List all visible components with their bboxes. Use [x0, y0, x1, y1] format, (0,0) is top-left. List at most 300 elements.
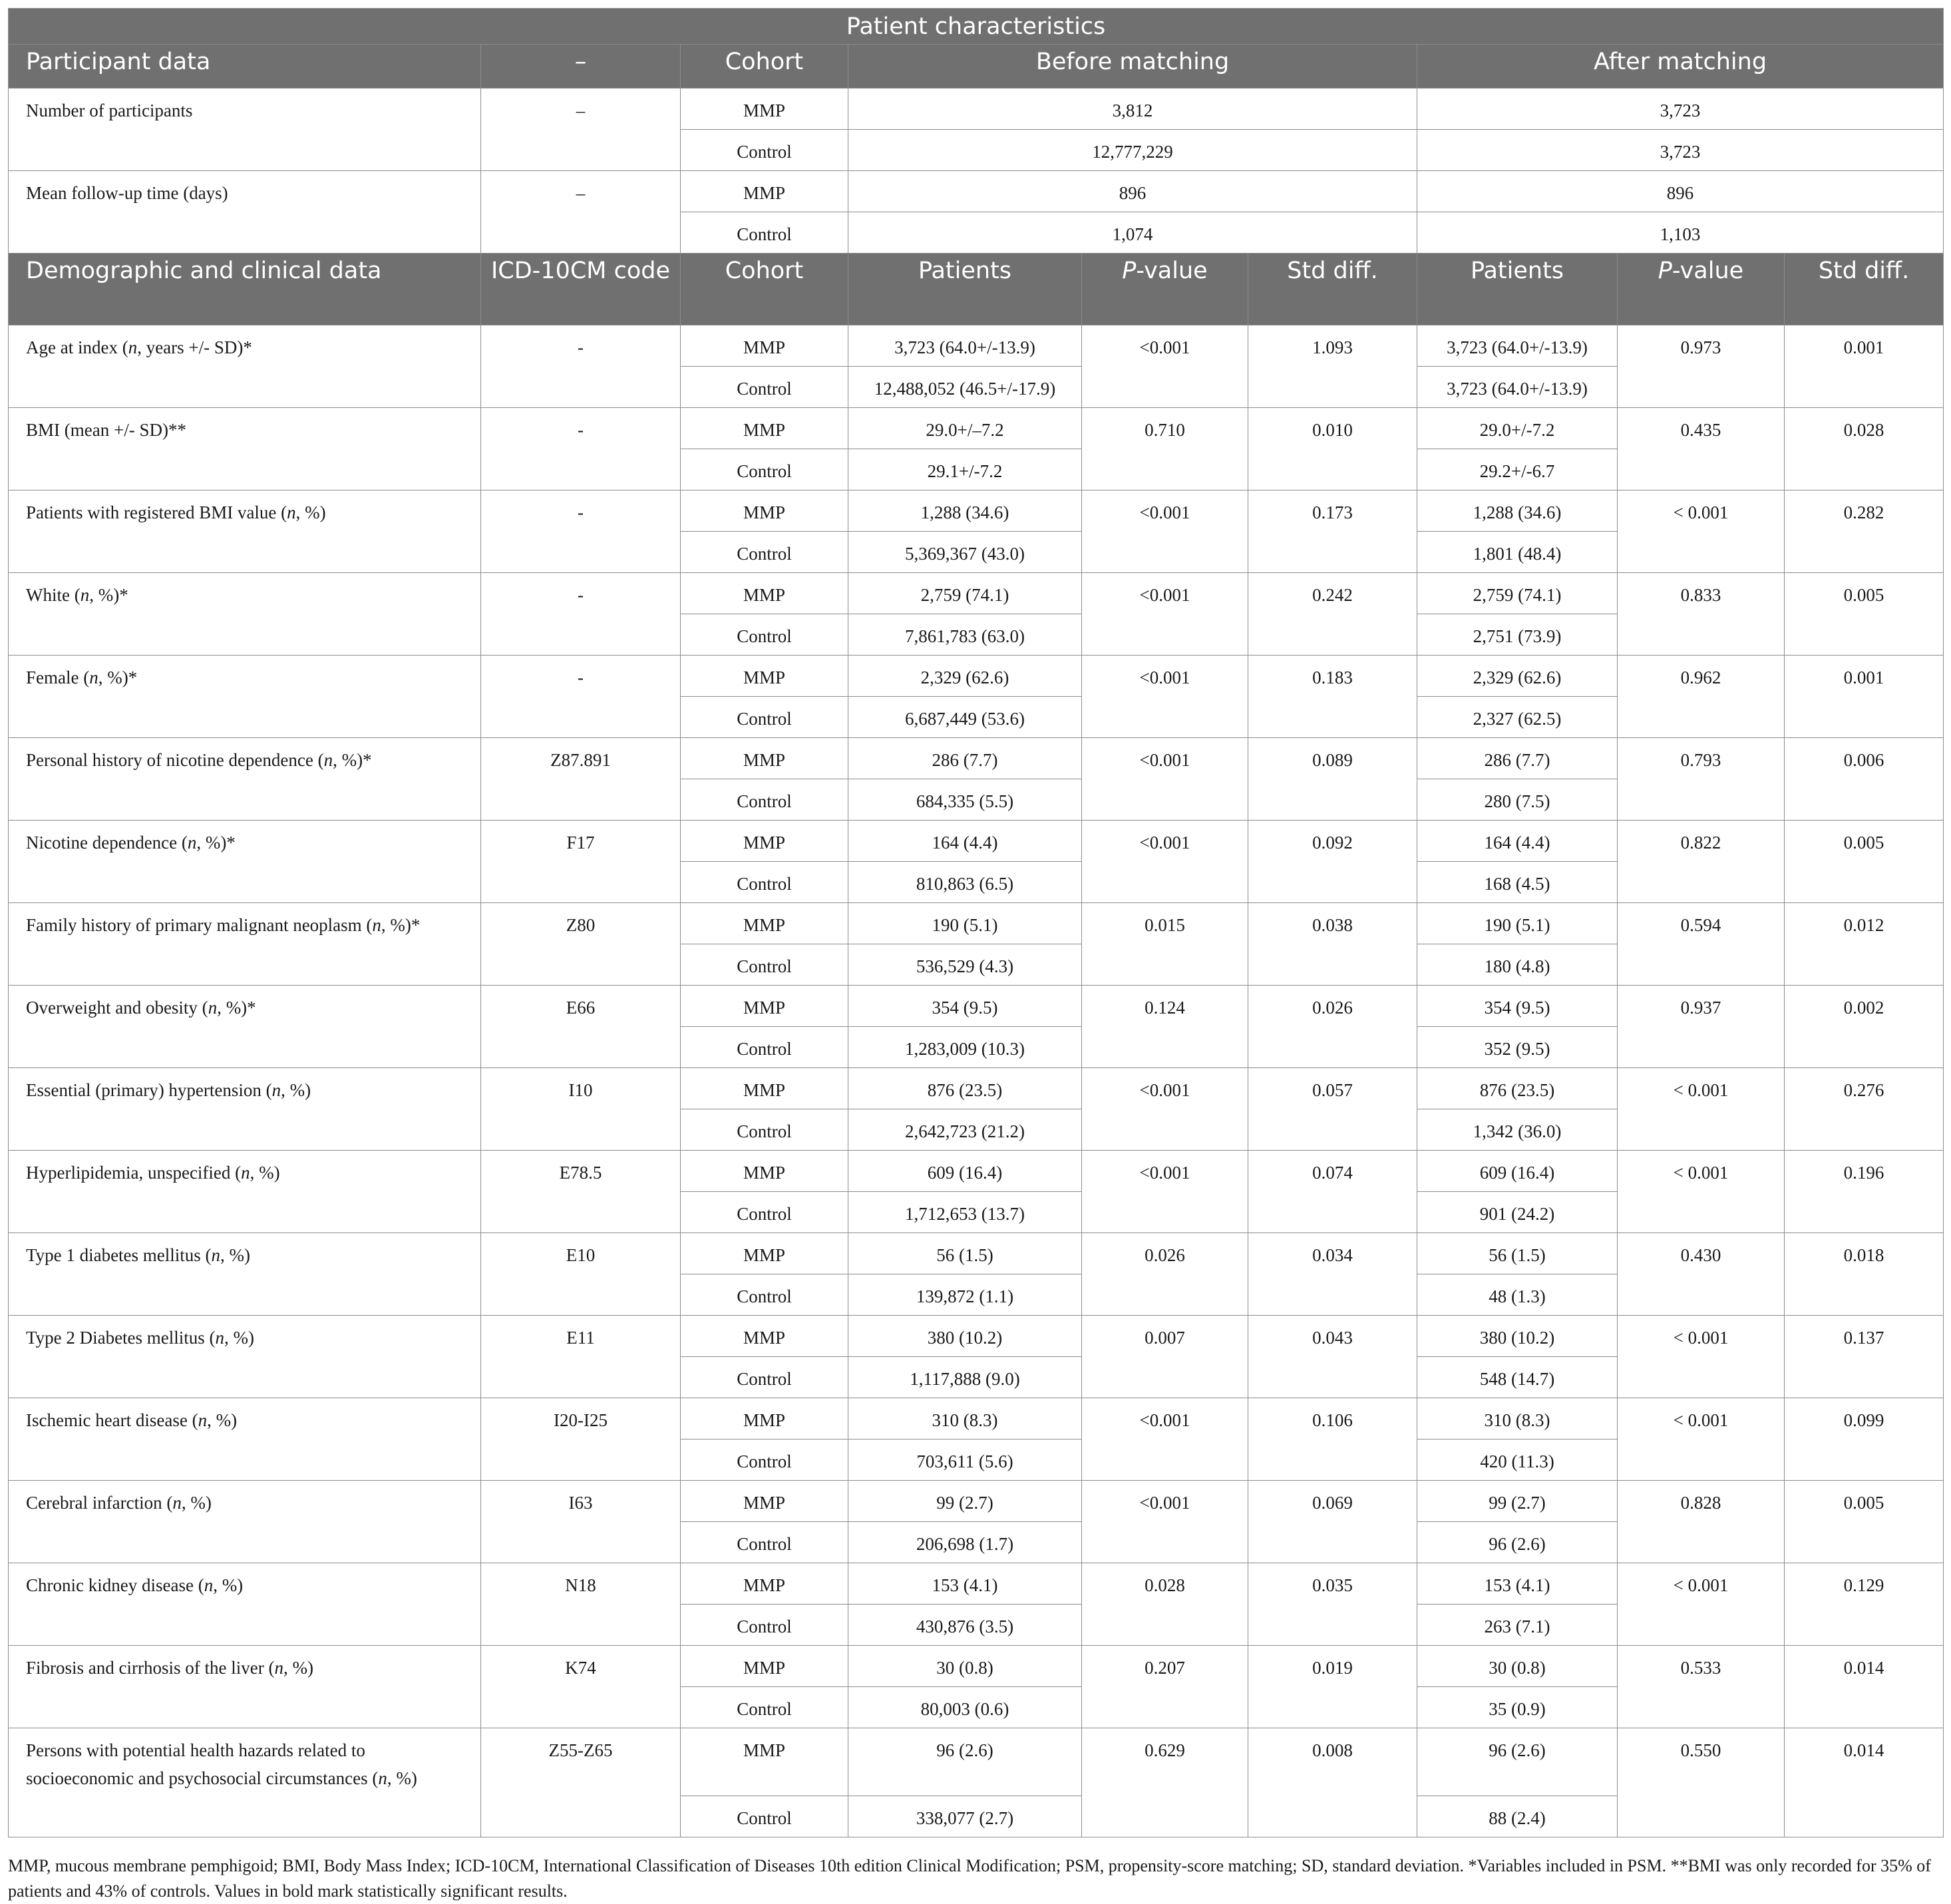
std-after: 0.001	[1785, 656, 1944, 738]
patients-after: 190 (5.1)	[1417, 903, 1618, 944]
patients-before: 1,288 (34.6)	[848, 490, 1082, 532]
row-label	[9, 738, 481, 821]
cohort-cell: MMP	[681, 1563, 848, 1605]
cohort-cell: Control	[681, 1192, 848, 1233]
patients-before: 1,117,888 (9.0)	[848, 1357, 1082, 1398]
std-after: 0.129	[1785, 1563, 1944, 1646]
pvalue-before: <0.001	[1082, 1398, 1248, 1481]
row-label	[9, 1398, 481, 1481]
table-row	[9, 1233, 1944, 1274]
cohort-cell: Control	[681, 532, 848, 573]
std-after: 0.099	[1785, 1398, 1944, 1481]
row-label-n: n	[208, 998, 218, 1018]
header-before-matching: Before matching	[848, 45, 1417, 89]
cohort-cell: Control	[681, 212, 848, 254]
row-label-text: Fibrosis and cirrhosis of the liver (	[26, 1658, 275, 1678]
std-after: 0.006	[1785, 738, 1944, 821]
row-label-n: n	[323, 750, 333, 770]
patients-before: 310 (8.3)	[848, 1398, 1082, 1439]
std-before: 0.057	[1248, 1068, 1417, 1151]
row-label-text: Hyperlipidemia, unspecified (	[26, 1163, 242, 1183]
patients-after: 901 (24.2)	[1417, 1192, 1618, 1233]
row-label-suffix: , %)*	[333, 750, 372, 770]
row-code: I10	[481, 1068, 681, 1151]
row-label-suffix: , %)*	[89, 585, 128, 605]
row-code: I63	[481, 1481, 681, 1563]
patients-before: 153 (4.1)	[848, 1563, 1082, 1605]
patients-before: 380 (10.2)	[848, 1316, 1082, 1357]
row-label-n: n	[89, 667, 98, 687]
row-code: –	[481, 171, 681, 254]
pvalue-after: 0.594	[1618, 903, 1785, 986]
patients-after: 354 (9.5)	[1417, 986, 1618, 1027]
patients-after: 352 (9.5)	[1417, 1027, 1618, 1068]
patients-after: 2,329 (62.6)	[1417, 656, 1618, 697]
table-row	[9, 903, 1944, 944]
patient-characteristics-table	[8, 8, 1944, 1837]
table-container	[8, 8, 1943, 1904]
patients-after: 380 (10.2)	[1417, 1316, 1618, 1357]
cohort-cell: MMP	[681, 89, 848, 130]
row-label	[9, 573, 481, 656]
std-before: 0.183	[1248, 656, 1417, 738]
std-before: 1.093	[1248, 325, 1417, 408]
row-label	[9, 1728, 481, 1837]
std-before: 0.019	[1248, 1646, 1417, 1728]
cohort-cell: MMP	[681, 573, 848, 614]
patients-before: 1,712,653 (13.7)	[848, 1192, 1082, 1233]
pvalue-after: < 0.001	[1618, 1563, 1785, 1646]
header-patients-before: Patients	[848, 254, 1082, 325]
pvalue-after: 0.822	[1618, 821, 1785, 903]
patients-before: 3,723 (64.0+/-13.9)	[848, 325, 1082, 367]
cohort-cell: Control	[681, 130, 848, 171]
header-cohort: Cohort	[681, 45, 848, 89]
row-label-suffix: , %)	[387, 1768, 417, 1788]
row-code: E78.5	[481, 1151, 681, 1233]
std-after: 0.014	[1785, 1728, 1944, 1837]
row-label-n: n	[241, 1163, 250, 1183]
pvalue-after: < 0.001	[1618, 1398, 1785, 1481]
pvalue-before: <0.001	[1082, 738, 1248, 821]
header-pvalue-rest-2: -value	[1672, 258, 1744, 284]
pvalue-after: 0.962	[1618, 656, 1785, 738]
row-label-suffix: , %)	[295, 502, 326, 522]
patients-after: 286 (7.7)	[1417, 738, 1618, 779]
std-before: 0.038	[1248, 903, 1417, 986]
row-code: -	[481, 573, 681, 656]
pvalue-before: 0.710	[1082, 408, 1248, 490]
cohort-cell: Control	[681, 1687, 848, 1728]
cohort-cell: Control	[681, 1439, 848, 1481]
std-after: 0.005	[1785, 1481, 1944, 1563]
pvalue-before: <0.001	[1082, 1151, 1248, 1233]
demographic-header-row	[9, 254, 1944, 325]
header-std-after: Std diff.	[1785, 254, 1944, 325]
before-value: 896	[848, 171, 1417, 212]
row-label	[9, 1563, 481, 1646]
table-row	[9, 656, 1944, 697]
row-label-suffix: , %)	[220, 1245, 251, 1265]
patients-after: 1,288 (34.6)	[1417, 490, 1618, 532]
before-value: 1,074	[848, 212, 1417, 254]
pvalue-after: < 0.001	[1618, 1151, 1785, 1233]
pvalue-before: <0.001	[1082, 490, 1248, 573]
patients-after: 609 (16.4)	[1417, 1151, 1618, 1192]
cohort-cell: MMP	[681, 408, 848, 449]
header-patients-after: Patients	[1417, 254, 1618, 325]
patients-before: 703,611 (5.6)	[848, 1439, 1082, 1481]
after-value: 3,723	[1417, 89, 1944, 130]
patients-after: 2,327 (62.5)	[1417, 697, 1618, 738]
patients-after: 310 (8.3)	[1417, 1398, 1618, 1439]
cohort-cell: MMP	[681, 821, 848, 862]
row-label: Number of participants	[9, 89, 481, 171]
cohort-cell: Control	[681, 449, 848, 490]
pvalue-before: 0.207	[1082, 1646, 1248, 1728]
patients-before: 139,872 (1.1)	[848, 1274, 1082, 1316]
row-label-text: Type 1 diabetes mellitus (	[26, 1245, 212, 1265]
before-value: 12,777,229	[848, 130, 1417, 171]
row-code: -	[481, 408, 681, 490]
patients-before: 876 (23.5)	[848, 1068, 1082, 1109]
std-before: 0.089	[1248, 738, 1417, 821]
patients-after: 99 (2.7)	[1417, 1481, 1618, 1522]
row-label-text: Cerebral infarction (	[26, 1493, 173, 1513]
std-before: 0.035	[1248, 1563, 1417, 1646]
pvalue-before: 0.007	[1082, 1316, 1248, 1398]
std-before: 0.173	[1248, 490, 1417, 573]
pvalue-before: <0.001	[1082, 573, 1248, 656]
row-label-n: n	[271, 1080, 281, 1100]
pvalue-after: 0.430	[1618, 1233, 1785, 1316]
header-pvalue-p: P	[1122, 258, 1137, 284]
header-pvalue-p-2: P	[1658, 258, 1672, 284]
pvalue-after: 0.973	[1618, 325, 1785, 408]
row-label-n: n	[372, 915, 381, 935]
row-label-n: n	[287, 502, 296, 522]
cohort-cell: Control	[681, 367, 848, 408]
after-value: 3,723	[1417, 130, 1944, 171]
patients-after: 876 (23.5)	[1417, 1068, 1618, 1109]
row-code: E10	[481, 1233, 681, 1316]
std-after: 0.002	[1785, 986, 1944, 1068]
row-code: E11	[481, 1316, 681, 1398]
row-code: Z55-Z65	[481, 1728, 681, 1837]
row-label-n: n	[378, 1768, 387, 1788]
patients-after: 1,801 (48.4)	[1417, 532, 1618, 573]
pvalue-after: 0.435	[1618, 408, 1785, 490]
cohort-cell: MMP	[681, 903, 848, 944]
std-before: 0.242	[1248, 573, 1417, 656]
patients-before: 29.1+/-7.2	[848, 449, 1082, 490]
pvalue-before: <0.001	[1082, 325, 1248, 408]
row-label	[9, 1151, 481, 1233]
pvalue-after: < 0.001	[1618, 490, 1785, 573]
cohort-cell: Control	[681, 1357, 848, 1398]
patients-after: 96 (2.6)	[1417, 1522, 1618, 1563]
header-dash: –	[481, 45, 681, 89]
patients-before: 7,861,783 (63.0)	[848, 614, 1082, 656]
row-code: -	[481, 325, 681, 408]
cohort-cell: Control	[681, 1274, 848, 1316]
pvalue-after: 0.793	[1618, 738, 1785, 821]
row-code: -	[481, 656, 681, 738]
row-label-suffix: , %)	[181, 1493, 212, 1513]
row-code: Z80	[481, 903, 681, 986]
patients-before: 190 (5.1)	[848, 903, 1082, 944]
row-label-n: n	[274, 1658, 283, 1678]
patients-after: 1,342 (36.0)	[1417, 1109, 1618, 1151]
row-label	[9, 903, 481, 986]
row-label	[9, 1481, 481, 1563]
row-label-n: n	[204, 1575, 214, 1595]
cohort-cell: Control	[681, 697, 848, 738]
cohort-cell: MMP	[681, 1068, 848, 1109]
patients-after: 180 (4.8)	[1417, 944, 1618, 986]
pvalue-after: 0.550	[1618, 1728, 1785, 1837]
participant-header-row	[9, 45, 1944, 89]
row-label-suffix: , %)*	[381, 915, 421, 935]
row-label: Mean follow-up time (days)	[9, 171, 481, 254]
std-after: 0.028	[1785, 408, 1944, 490]
row-code: N18	[481, 1563, 681, 1646]
after-value: 896	[1417, 171, 1944, 212]
header-icd-code: ICD-10CM code	[481, 254, 681, 325]
patients-after: 548 (14.7)	[1417, 1357, 1618, 1398]
pvalue-before: <0.001	[1082, 821, 1248, 903]
table-row	[9, 490, 1944, 532]
row-label-text: Ischemic heart disease (	[26, 1410, 198, 1430]
std-after: 0.282	[1785, 490, 1944, 573]
row-label-suffix: , %)*	[98, 667, 138, 687]
patients-before: 96 (2.6)	[848, 1728, 1082, 1796]
std-after: 0.012	[1785, 903, 1944, 986]
cohort-cell: Control	[681, 1605, 848, 1646]
patients-after: 168 (4.5)	[1417, 862, 1618, 903]
table-row	[9, 1398, 1944, 1439]
cohort-cell: MMP	[681, 1646, 848, 1687]
cohort-cell: Control	[681, 1796, 848, 1837]
pvalue-after: 0.828	[1618, 1481, 1785, 1563]
cohort-cell: MMP	[681, 1151, 848, 1192]
patients-before: 286 (7.7)	[848, 738, 1082, 779]
row-label	[9, 490, 481, 573]
patients-before: 354 (9.5)	[848, 986, 1082, 1027]
pvalue-after: 0.533	[1618, 1646, 1785, 1728]
patients-after: 164 (4.4)	[1417, 821, 1618, 862]
patients-after: 3,723 (64.0+/-13.9)	[1417, 367, 1618, 408]
table-row	[9, 89, 1944, 130]
patients-after: 48 (1.3)	[1417, 1274, 1618, 1316]
row-label	[9, 656, 481, 738]
cohort-cell: MMP	[681, 325, 848, 367]
cohort-cell: Control	[681, 1027, 848, 1068]
header-pvalue-after	[1618, 254, 1785, 325]
patients-after: 280 (7.5)	[1417, 779, 1618, 821]
table-row	[9, 1728, 1944, 1796]
table-title: Patient characteristics	[9, 9, 1944, 45]
table-row	[9, 821, 1944, 862]
table-row	[9, 171, 1944, 212]
row-label	[9, 325, 481, 408]
cohort-cell: MMP	[681, 1316, 848, 1357]
cohort-cell: Control	[681, 614, 848, 656]
patients-after: 56 (1.5)	[1417, 1233, 1618, 1274]
std-after: 0.137	[1785, 1316, 1944, 1398]
pvalue-after: < 0.001	[1618, 1316, 1785, 1398]
cohort-cell: Control	[681, 1522, 848, 1563]
std-before: 0.034	[1248, 1233, 1417, 1316]
pvalue-before: 0.028	[1082, 1563, 1248, 1646]
table-row	[9, 325, 1944, 367]
std-before: 0.069	[1248, 1481, 1417, 1563]
row-code: -	[481, 490, 681, 573]
header-pvalue-before	[1082, 254, 1248, 325]
row-label	[9, 1233, 481, 1316]
table-row	[9, 1646, 1944, 1687]
table-row	[9, 1481, 1944, 1522]
patients-after: 2,759 (74.1)	[1417, 573, 1618, 614]
table-footnote: MMP, mucous membrane pemphigoid; BMI, Body Mass Index; ICD-10CM, International Classification of Diseases 10th edition Clinical Modification; PSM, propensity-score matching; SD, standard deviation. *Variables included in PSM. **BMI was only recorded for 35% of patients and 43% of controls. Values in bold mark statistically significant results.	[8, 1856, 1931, 1901]
cohort-cell: MMP	[681, 171, 848, 212]
row-label	[9, 408, 481, 490]
patients-before: 2,642,723 (21.2)	[848, 1109, 1082, 1151]
patients-before: 80,003 (0.6)	[848, 1687, 1082, 1728]
patients-before: 5,369,367 (43.0)	[848, 532, 1082, 573]
patients-before: 684,335 (5.5)	[848, 779, 1082, 821]
before-value: 3,812	[848, 89, 1417, 130]
row-code: K74	[481, 1646, 681, 1728]
patients-after: 88 (2.4)	[1417, 1796, 1618, 1837]
std-after: 0.196	[1785, 1151, 1944, 1233]
row-label-text: Nicotine dependence (	[26, 833, 188, 853]
cohort-cell: Control	[681, 779, 848, 821]
row-label-n: n	[198, 1410, 208, 1430]
demographic-header	[9, 254, 1944, 325]
row-label-text: Patients with registered BMI value (	[26, 502, 287, 522]
row-label-suffix: , %)	[213, 1575, 244, 1595]
patients-before: 536,529 (4.3)	[848, 944, 1082, 986]
cohort-cell: Control	[681, 862, 848, 903]
row-code: Z87.891	[481, 738, 681, 821]
cohort-cell: MMP	[681, 1728, 848, 1796]
pvalue-before: 0.026	[1082, 1233, 1248, 1316]
row-label-suffix: , %)	[281, 1080, 311, 1100]
std-before: 0.008	[1248, 1728, 1417, 1837]
cohort-cell: Control	[681, 1109, 848, 1151]
row-label-n: n	[211, 1245, 221, 1265]
patients-before: 29.0+/–7.2	[848, 408, 1082, 449]
cohort-cell: MMP	[681, 1398, 848, 1439]
table-row	[9, 1316, 1944, 1357]
patients-before: 30 (0.8)	[848, 1646, 1082, 1687]
patients-after: 35 (0.9)	[1417, 1687, 1618, 1728]
pvalue-before: 0.124	[1082, 986, 1248, 1068]
row-label	[9, 821, 481, 903]
row-label-text: White (	[26, 585, 81, 605]
cohort-cell: MMP	[681, 1233, 848, 1274]
row-label-n: n	[172, 1493, 182, 1513]
patients-before: 6,687,449 (53.6)	[848, 697, 1082, 738]
header-after-matching: After matching	[1417, 45, 1944, 89]
patients-before: 338,077 (2.7)	[848, 1796, 1082, 1837]
pvalue-after: < 0.001	[1618, 1068, 1785, 1151]
cohort-cell: MMP	[681, 490, 848, 532]
table-row	[9, 408, 1944, 449]
patients-before: 2,329 (62.6)	[848, 656, 1082, 697]
cohort-cell: MMP	[681, 656, 848, 697]
cohort-cell: MMP	[681, 986, 848, 1027]
patients-after: 30 (0.8)	[1417, 1646, 1618, 1687]
std-before: 0.106	[1248, 1398, 1417, 1481]
cohort-cell: Control	[681, 944, 848, 986]
patients-after: 2,751 (73.9)	[1417, 614, 1618, 656]
table-row	[9, 986, 1944, 1027]
row-label-text: Persons with potential health hazards related to socioeconomic and psychosocial circumstances (	[26, 1740, 379, 1788]
row-label-suffix: , %)	[207, 1410, 238, 1430]
after-value: 1,103	[1417, 212, 1944, 254]
row-label-text: Type 2 Diabetes mellitus (	[26, 1328, 216, 1348]
row-label-suffix: , %)*	[196, 833, 236, 853]
row-label-text: Female (	[26, 667, 90, 687]
row-label-suffix: , years +/- SD)*	[137, 337, 252, 357]
std-after: 0.001	[1785, 325, 1944, 408]
row-label	[9, 1316, 481, 1398]
patients-before: 609 (16.4)	[848, 1151, 1082, 1192]
row-code: I20-I25	[481, 1398, 681, 1481]
patients-before: 12,488,052 (46.5+/-17.9)	[848, 367, 1082, 408]
patients-before: 164 (4.4)	[848, 821, 1082, 862]
row-code: –	[481, 89, 681, 171]
row-code: E66	[481, 986, 681, 1068]
std-before: 0.043	[1248, 1316, 1417, 1398]
table-row	[9, 738, 1944, 779]
std-before: 0.074	[1248, 1151, 1417, 1233]
header-pvalue-rest: -value	[1136, 258, 1208, 284]
row-label-text: Chronic kidney disease (	[26, 1575, 204, 1595]
pvalue-before: <0.001	[1082, 1068, 1248, 1151]
std-after: 0.005	[1785, 821, 1944, 903]
patients-after: 420 (11.3)	[1417, 1439, 1618, 1481]
header-std-before: Std diff.	[1248, 254, 1417, 325]
pvalue-before: 0.015	[1082, 903, 1248, 986]
table-row	[9, 1563, 1944, 1605]
row-label-suffix: , %)	[283, 1658, 313, 1678]
pvalue-before: 0.629	[1082, 1728, 1248, 1837]
row-label-text: BMI (mean +/- SD)**	[26, 420, 186, 440]
pvalue-before: <0.001	[1082, 1481, 1248, 1563]
patients-before: 206,698 (1.7)	[848, 1522, 1082, 1563]
row-label-n: n	[80, 585, 90, 605]
patients-before: 810,863 (6.5)	[848, 862, 1082, 903]
header-cohort-2: Cohort	[681, 254, 848, 325]
row-code: F17	[481, 821, 681, 903]
row-label-n: n	[215, 1328, 225, 1348]
std-after: 0.018	[1785, 1233, 1944, 1316]
row-label-n: n	[128, 337, 138, 357]
pvalue-before: <0.001	[1082, 656, 1248, 738]
patients-after: 153 (4.1)	[1417, 1563, 1618, 1605]
patients-after: 3,723 (64.0+/-13.9)	[1417, 325, 1618, 367]
patients-after: 29.0+/-7.2	[1417, 408, 1618, 449]
participant-body	[9, 89, 1944, 254]
std-after: 0.014	[1785, 1646, 1944, 1728]
cohort-cell: MMP	[681, 1481, 848, 1522]
cohort-cell: MMP	[681, 738, 848, 779]
row-label-suffix: , %)	[224, 1328, 255, 1348]
patients-before: 1,283,009 (10.3)	[848, 1027, 1082, 1068]
